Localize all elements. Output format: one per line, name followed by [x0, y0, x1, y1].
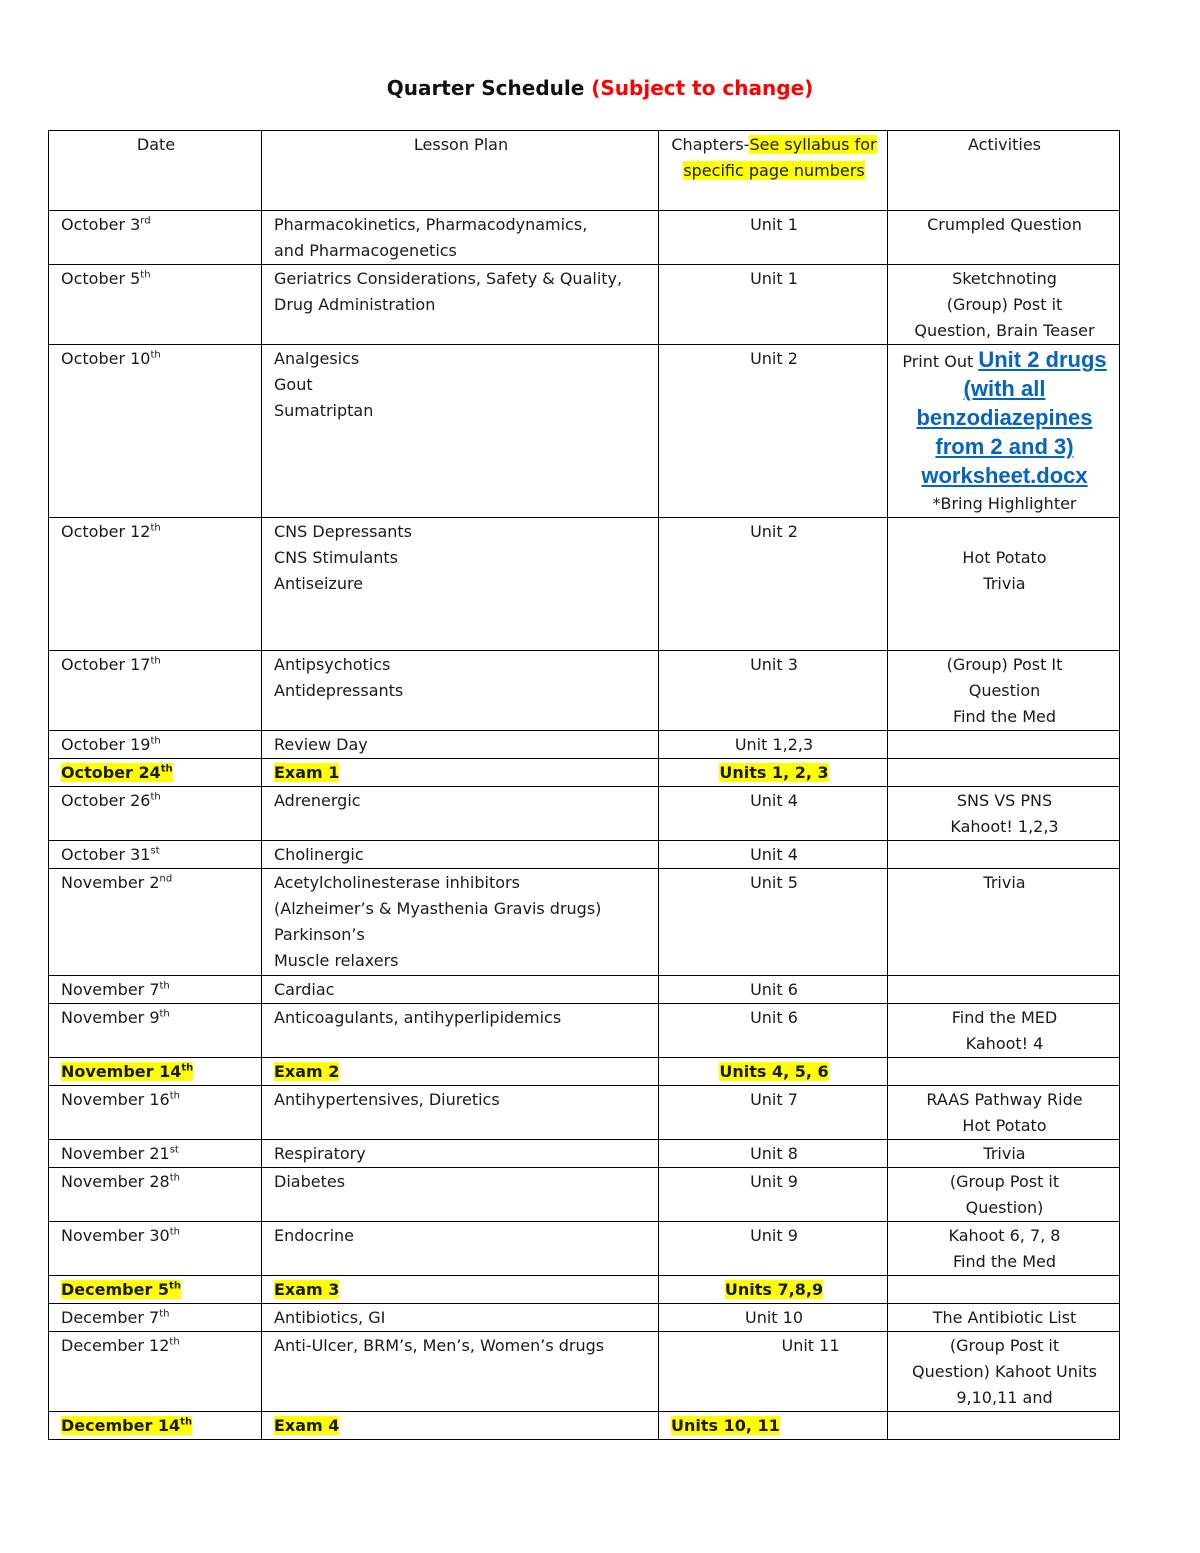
date-ordinal: th — [169, 1090, 180, 1102]
unit-text: Unit 1 — [750, 269, 798, 288]
date-label: October 3 — [61, 215, 141, 234]
activity-line: Trivia — [983, 1144, 1026, 1163]
activity-line: Hot Potato — [962, 548, 1047, 567]
unit-cell — [659, 1086, 888, 1140]
date-cell — [49, 651, 262, 731]
date-label: December 14 — [61, 1416, 181, 1435]
activity-line: 9,10,11 and — [956, 1388, 1053, 1407]
date-label: October 26 — [61, 791, 151, 810]
date-ordinal: th — [159, 1308, 170, 1320]
date-label: November 2 — [61, 873, 160, 892]
unit-text: Unit 2 — [750, 349, 798, 368]
lesson-text: CNS Depressants — [274, 522, 412, 541]
lesson-text: CNS Stimulants — [274, 548, 398, 567]
table-row — [49, 759, 1120, 787]
lesson-cell — [262, 1140, 659, 1168]
lesson-line — [274, 842, 648, 868]
date-ordinal: th — [150, 735, 161, 747]
lesson-line — [274, 1223, 648, 1249]
date-cell — [49, 1168, 262, 1222]
lesson-text: (Alzheimer’s & Myasthenia Gravis drugs) — [274, 899, 602, 918]
lesson-line — [274, 922, 648, 948]
lesson-text: Exam 1 — [274, 763, 340, 782]
date-text — [61, 980, 170, 999]
activity-line: Crumpled Question — [927, 215, 1082, 234]
activities-cell — [888, 1412, 1120, 1440]
date-ordinal: th — [159, 980, 170, 992]
date-cell — [49, 1222, 262, 1276]
table-row — [49, 1168, 1120, 1222]
header-date: Date — [49, 131, 262, 211]
date-ordinal: th — [169, 1280, 181, 1292]
lesson-text: Muscle relaxers — [274, 951, 399, 970]
date-label: November 16 — [61, 1090, 170, 1109]
title-text: Quarter Schedule — [386, 76, 585, 100]
date-text — [61, 1308, 170, 1327]
date-ordinal: th — [169, 1336, 180, 1348]
unit-text: Units 7,8,9 — [724, 1280, 824, 1299]
activities-cell — [888, 1304, 1120, 1332]
lesson-line — [274, 760, 648, 786]
date-label: November 7 — [61, 980, 160, 999]
table-row — [49, 211, 1120, 265]
activities-cell — [888, 841, 1120, 869]
date-ordinal: nd — [159, 873, 173, 885]
date-text — [61, 791, 161, 810]
unit-text: Unit 9 — [750, 1226, 798, 1245]
activity-line: Sketchnoting — [952, 269, 1057, 288]
lesson-cell — [262, 976, 659, 1004]
date-cell — [49, 265, 262, 345]
lesson-text: Exam 4 — [274, 1416, 340, 1435]
lesson-text: Exam 2 — [274, 1062, 340, 1081]
table-row — [49, 1332, 1120, 1412]
lesson-line — [274, 948, 648, 974]
date-text — [61, 1416, 192, 1435]
title-note: (Subject to change) — [591, 76, 814, 100]
lesson-line — [274, 398, 648, 424]
lesson-line — [274, 977, 648, 1003]
unit-cell — [659, 1222, 888, 1276]
unit-text: Unit 10 — [744, 1308, 803, 1327]
lesson-cell — [262, 1332, 659, 1412]
lesson-text: Respiratory — [274, 1144, 366, 1163]
unit-cell — [659, 518, 888, 651]
date-label: October 10 — [61, 349, 151, 368]
lesson-cell — [262, 211, 659, 265]
date-label: December 12 — [61, 1336, 170, 1355]
lesson-line — [274, 1333, 648, 1359]
lesson-line — [274, 896, 648, 922]
date-cell — [49, 1140, 262, 1168]
activity-line: (Group) Post It — [946, 655, 1063, 674]
table-row — [49, 1086, 1120, 1140]
date-label: October 17 — [61, 655, 151, 674]
unit-text: Unit 3 — [750, 655, 798, 674]
table-row — [49, 1004, 1120, 1058]
table-row — [49, 869, 1120, 976]
date-cell — [49, 1332, 262, 1412]
activities-cell — [888, 518, 1120, 651]
date-text — [61, 1090, 180, 1109]
date-ordinal: th — [160, 763, 173, 775]
lesson-line — [274, 1005, 648, 1031]
lesson-cell — [262, 345, 659, 518]
unit-cell — [659, 869, 888, 976]
unit-text: Unit 4 — [750, 845, 798, 864]
date-text — [61, 845, 160, 864]
lesson-cell — [262, 1004, 659, 1058]
activity-line: Find the Med — [952, 707, 1056, 726]
lesson-cell — [262, 787, 659, 841]
unit-cell — [659, 1412, 888, 1440]
date-label: October 12 — [61, 522, 151, 541]
activity-line: Question, Brain Teaser — [914, 321, 1095, 340]
lesson-cell — [262, 869, 659, 976]
activity-line: The Antibiotic List — [932, 1308, 1077, 1327]
date-cell — [49, 211, 262, 265]
activity-line — [900, 519, 1109, 545]
date-ordinal: st — [169, 1144, 179, 1156]
activities-note: *Bring Highlighter — [932, 494, 1077, 513]
table-row — [49, 787, 1120, 841]
date-label: December 5 — [61, 1280, 170, 1299]
date-text — [61, 1008, 170, 1027]
header-chapters — [659, 131, 888, 211]
date-text — [61, 763, 173, 782]
date-ordinal: th — [169, 1172, 180, 1184]
activity-line: Kahoot! 4 — [965, 1034, 1044, 1053]
date-ordinal: st — [150, 845, 160, 857]
activities-cell — [888, 1004, 1120, 1058]
table-row — [49, 265, 1120, 345]
activity-line: (Group Post it — [949, 1172, 1060, 1191]
lesson-text: Cardiac — [274, 980, 335, 999]
table-row — [49, 1276, 1120, 1304]
date-cell — [49, 518, 262, 651]
activities-cell — [888, 759, 1120, 787]
table-row — [49, 518, 1120, 651]
date-cell — [49, 869, 262, 976]
unit-text: Unit 11 — [781, 1336, 840, 1355]
lesson-line — [274, 1305, 648, 1331]
lesson-line — [274, 238, 648, 264]
activity-line: Question) Kahoot Units — [912, 1362, 1097, 1381]
lesson-text: Anticoagulants, antihyperlipidemics — [274, 1008, 562, 1027]
lesson-text: Anti-Ulcer, BRM’s, Men’s, Women’s drugs — [274, 1336, 605, 1355]
activities-cell — [888, 1058, 1120, 1086]
lesson-cell — [262, 731, 659, 759]
activity-line: Trivia — [983, 574, 1026, 593]
lesson-cell — [262, 265, 659, 345]
table-row — [49, 651, 1120, 731]
lesson-line — [274, 212, 648, 238]
lesson-text: Sumatriptan — [274, 401, 374, 420]
unit-cell — [659, 1276, 888, 1304]
unit-cell — [659, 1332, 888, 1412]
lesson-line — [274, 519, 648, 545]
date-label: October 31 — [61, 845, 151, 864]
lesson-text: Endocrine — [274, 1226, 354, 1245]
lesson-text: Cholinergic — [274, 845, 364, 864]
unit-cell — [659, 841, 888, 869]
unit-text: Unit 2 — [750, 522, 798, 541]
lesson-text: Analgesics — [274, 349, 360, 368]
table-row — [49, 345, 1120, 518]
lesson-line — [274, 292, 648, 318]
activities-prefix: Print Out — [902, 352, 979, 371]
date-cell — [49, 1276, 262, 1304]
lesson-line — [274, 545, 648, 571]
unit-cell — [659, 211, 888, 265]
unit-text: Unit 1,2,3 — [734, 735, 814, 754]
date-text — [61, 215, 151, 234]
lesson-line — [274, 1277, 648, 1303]
table-row — [49, 1222, 1120, 1276]
lesson-cell — [262, 1276, 659, 1304]
page-title — [0, 76, 1200, 100]
activity-line: Kahoot! 1,2,3 — [950, 817, 1059, 836]
date-text — [61, 1062, 193, 1081]
date-text — [61, 349, 161, 368]
unit-cell — [659, 1304, 888, 1332]
date-text — [61, 655, 161, 674]
unit-cell — [659, 976, 888, 1004]
date-cell — [49, 1304, 262, 1332]
date-label: November 28 — [61, 1172, 170, 1191]
table-row — [49, 1412, 1120, 1440]
unit-text: Unit 5 — [750, 873, 798, 892]
table-row — [49, 731, 1120, 759]
lesson-text: Antidepressants — [274, 681, 404, 700]
lesson-text: Antibiotics, GI — [274, 1308, 386, 1327]
lesson-line — [274, 571, 648, 597]
date-text — [61, 1172, 180, 1191]
lesson-line — [274, 1413, 648, 1439]
date-label: October 5 — [61, 269, 141, 288]
date-text — [61, 873, 172, 892]
lesson-cell — [262, 1058, 659, 1086]
lesson-text: Adrenergic — [274, 791, 361, 810]
header-chapters-label: Chapters- — [671, 135, 750, 154]
lesson-text: Pharmacokinetics, Pharmacodynamics, — [274, 215, 588, 234]
activities-cell — [888, 265, 1120, 345]
lesson-text: Antiseizure — [274, 574, 364, 593]
date-cell — [49, 787, 262, 841]
activity-line: SNS VS PNS — [956, 791, 1053, 810]
date-label: November 14 — [61, 1062, 182, 1081]
table-row — [49, 1140, 1120, 1168]
date-ordinal: th — [150, 349, 161, 361]
activities-cell — [888, 211, 1120, 265]
lesson-text: Drug Administration — [274, 295, 436, 314]
unit-text: Units 10, 11 — [671, 1416, 780, 1435]
lesson-line — [274, 788, 648, 814]
date-text — [61, 269, 151, 288]
date-label: November 9 — [61, 1008, 160, 1027]
date-cell — [49, 1058, 262, 1086]
date-cell — [49, 731, 262, 759]
unit-cell — [659, 759, 888, 787]
date-text — [61, 735, 161, 754]
lesson-text: Exam 3 — [274, 1280, 340, 1299]
lesson-line — [274, 1059, 648, 1085]
lesson-line — [274, 372, 648, 398]
activities-cell — [888, 1222, 1120, 1276]
date-ordinal: rd — [140, 215, 151, 227]
lesson-text: Acetylcholinesterase inhibitors — [274, 873, 520, 892]
lesson-text: Geriatrics Considerations, Safety & Quality, — [274, 269, 623, 288]
date-label: December 7 — [61, 1308, 160, 1327]
lesson-text: Review Day — [274, 735, 368, 754]
activity-line: Trivia — [983, 873, 1026, 892]
unit-cell — [659, 1168, 888, 1222]
lesson-cell — [262, 759, 659, 787]
activities-cell — [888, 1276, 1120, 1304]
lesson-text: Parkinson’s — [274, 925, 365, 944]
unit-cell — [659, 731, 888, 759]
date-cell — [49, 759, 262, 787]
activity-line: RAAS Pathway Ride — [926, 1090, 1083, 1109]
unit-text: Unit 1 — [750, 215, 798, 234]
table-row — [49, 1304, 1120, 1332]
date-text — [61, 1226, 180, 1245]
activities-cell — [888, 731, 1120, 759]
date-ordinal: th — [150, 522, 161, 534]
lesson-line — [274, 1169, 648, 1195]
unit-cell — [659, 1058, 888, 1086]
unit-cell — [659, 651, 888, 731]
activity-line: (Group Post it — [949, 1336, 1060, 1355]
unit-text: Unit 6 — [750, 1008, 798, 1027]
unit-text: Unit 8 — [750, 1144, 798, 1163]
date-text — [61, 1280, 181, 1299]
date-ordinal: th — [180, 1416, 193, 1428]
lesson-cell — [262, 1086, 659, 1140]
activity-line: Question) — [965, 1198, 1044, 1217]
activity-line: Find the Med — [952, 1252, 1056, 1271]
lesson-text: Antipsychotics — [274, 655, 391, 674]
activities-cell — [888, 651, 1120, 731]
activities-cell — [888, 1140, 1120, 1168]
unit-cell — [659, 345, 888, 518]
unit-text: Units 4, 5, 6 — [719, 1062, 829, 1081]
lesson-cell — [262, 1304, 659, 1332]
date-ordinal: th — [140, 269, 151, 281]
lesson-cell — [262, 1412, 659, 1440]
unit-text: Unit 9 — [750, 1172, 798, 1191]
lesson-cell — [262, 1168, 659, 1222]
schedule-table — [48, 130, 1120, 1440]
lesson-line — [274, 346, 648, 372]
date-label: November 21 — [61, 1144, 170, 1163]
date-label: October 24 — [61, 763, 161, 782]
lesson-cell — [262, 841, 659, 869]
activity-line: Question — [968, 681, 1041, 700]
date-ordinal: th — [150, 655, 161, 667]
unit-cell — [659, 1140, 888, 1168]
lesson-line — [274, 1087, 648, 1113]
lesson-text: and Pharmacogenetics — [274, 241, 457, 260]
date-cell — [49, 841, 262, 869]
table-row — [49, 841, 1120, 869]
date-cell — [49, 1412, 262, 1440]
lesson-line — [274, 652, 648, 678]
date-text — [61, 1336, 180, 1355]
unit-cell — [659, 265, 888, 345]
lesson-line — [274, 266, 648, 292]
lesson-cell — [262, 1222, 659, 1276]
activities-cell — [888, 345, 1120, 518]
activity-line: Find the MED — [951, 1008, 1058, 1027]
activity-line: Kahoot 6, 7, 8 — [948, 1226, 1061, 1245]
date-cell — [49, 1086, 262, 1140]
date-text — [61, 522, 161, 541]
activities-cell — [888, 869, 1120, 976]
date-label: November 30 — [61, 1226, 170, 1245]
header-row — [49, 131, 1120, 211]
lesson-text: Antihypertensives, Diuretics — [274, 1090, 500, 1109]
date-label: October 19 — [61, 735, 151, 754]
activities-cell — [888, 787, 1120, 841]
unit-text: Units 1, 2, 3 — [719, 763, 829, 782]
unit-text: Unit 6 — [750, 980, 798, 999]
lesson-cell — [262, 518, 659, 651]
activity-line: Hot Potato — [962, 1116, 1047, 1135]
activities-cell — [888, 1332, 1120, 1412]
activities-cell — [888, 1086, 1120, 1140]
lesson-text: Diabetes — [274, 1172, 346, 1191]
table-row — [49, 1058, 1120, 1086]
unit-text: Unit 7 — [750, 1090, 798, 1109]
lesson-line — [274, 870, 648, 896]
lesson-line — [274, 732, 648, 758]
header-lesson-plan: Lesson Plan — [262, 131, 659, 211]
date-ordinal: th — [150, 791, 161, 803]
lesson-cell — [262, 651, 659, 731]
date-cell — [49, 1004, 262, 1058]
date-ordinal: th — [159, 1008, 170, 1020]
activities-cell — [888, 976, 1120, 1004]
date-cell — [49, 345, 262, 518]
lesson-text: Gout — [274, 375, 313, 394]
date-ordinal: th — [181, 1062, 194, 1074]
table-row — [49, 976, 1120, 1004]
lesson-line — [274, 1141, 648, 1167]
header-activities: Activities — [888, 131, 1120, 211]
activity-line: (Group) Post it — [946, 295, 1063, 314]
header-chapters-note: See syllabus for specific page numbers — [683, 135, 877, 180]
worksheet-link[interactable]: Unit 2 drugs (with all benzodiazepines from 2 and 3) worksheet.docx — [916, 347, 1107, 488]
lesson-line — [274, 678, 648, 704]
unit-cell — [659, 1004, 888, 1058]
date-ordinal: th — [169, 1226, 180, 1238]
unit-cell — [659, 787, 888, 841]
unit-text: Unit 4 — [750, 791, 798, 810]
date-text — [61, 1144, 179, 1163]
date-cell — [49, 976, 262, 1004]
activities-cell — [888, 1168, 1120, 1222]
